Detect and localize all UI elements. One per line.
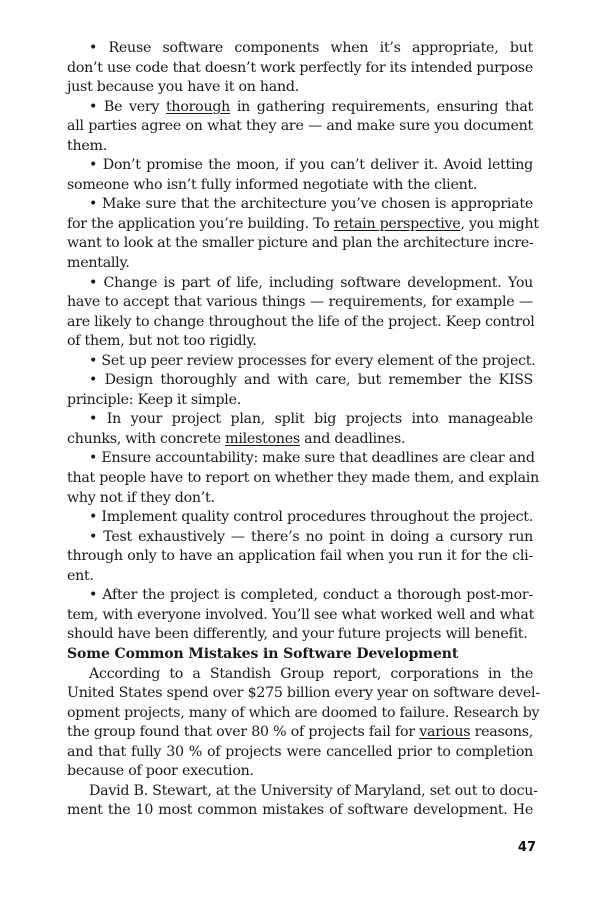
text-line: have to accept that various things — requirements, for example — — [67, 294, 533, 311]
text-line: principle: Keep it simple. — [67, 391, 241, 408]
text-line: • Be very thorough in gathering requirements, ensuring that — [89, 98, 533, 115]
text-line: • Reuse software components when it’s appropriate, but — [89, 40, 533, 56]
text-line: David B. Stewart, at the University of Maryland, set out to docu- — [89, 782, 538, 799]
text-line: mentally. — [67, 255, 130, 272]
text-line: • Make sure that the architecture you’ve chosen is appropriate — [89, 196, 533, 213]
text-line: why not if they don’t. — [67, 489, 215, 506]
text-line: • Test exhaustively — there’s no point in doing a cursory run — [89, 528, 533, 545]
text-line: United States spend over $275 billion every year on software devel- — [67, 685, 540, 702]
text-line: want to look at the smaller picture and plan the architecture incre- — [67, 235, 534, 252]
text-line: someone who isn’t fully informed negotiate with the client. — [67, 176, 478, 193]
page-text — [67, 39, 540, 821]
text-line: • Implement quality control procedures throughout the project. — [89, 509, 533, 526]
text-line: don’t use code that doesn’t work perfectly for its intended purpose — [67, 59, 533, 76]
text-line: should have been differently, and your future projects will benefit. — [67, 626, 528, 643]
text-line: all parties agree on what they are — and make sure you document — [67, 118, 533, 135]
underlined-term: milestones — [225, 430, 300, 447]
text-line: ent. — [67, 567, 94, 584]
text-line: According to a Standish Group report, corporations in the — [89, 665, 533, 682]
text-line: because of poor execution. — [67, 763, 254, 780]
text-line: • In your project plan, split big projects into manageable — [89, 411, 533, 428]
text-line: through only to have an application fail when you run it for the cli- — [67, 548, 533, 565]
text-line: • Don’t promise the moon, if you can’t deliver it. Avoid letting — [89, 157, 533, 174]
text-line: and that fully 30 % of projects were cancelled prior to completion — [67, 743, 533, 760]
text-line: for the application you’re building. To retain perspective, you might — [67, 215, 539, 232]
text-line: chunks, with concrete milestones and deadlines. — [67, 430, 406, 447]
text-line: • Change is part of life, including software development. You — [89, 274, 533, 291]
text-line: • After the project is completed, conduct a thorough post-mor- — [89, 587, 533, 604]
text-line: • Ensure accountability: make sure that deadlines are clear and — [89, 450, 535, 467]
text-line: tem, with everyone involved. You’ll see what worked well and what — [67, 606, 535, 623]
text-line: them. — [67, 137, 107, 154]
underlined-term: retain perspective — [333, 215, 461, 232]
page-number: 47 — [517, 840, 536, 855]
underlined-term: various — [419, 724, 471, 741]
text-line: that people have to report on whether they made them, and explain — [67, 470, 539, 487]
text-line: opment projects, many of which are doomed to failure. Research by — [67, 704, 540, 721]
text-line: • Set up peer review processes for every element of the project. — [89, 352, 536, 369]
text-line: just because you have it on hand. — [67, 79, 299, 96]
underlined-term: thorough — [165, 98, 231, 115]
text-line: the group found that over 80 % of projects fail for various reasons, — [67, 724, 533, 741]
text-line: are likely to change throughout the life of the project. Keep control — [67, 313, 535, 330]
text-line: of them, but not too rigidly. — [67, 333, 257, 350]
text-line: ment the 10 most common mistakes of software development. He — [67, 802, 533, 819]
section-heading: Some Common Mistakes in Software Development — [67, 645, 459, 662]
text-line: • Design thoroughly and with care, but remember the KISS — [89, 372, 533, 389]
